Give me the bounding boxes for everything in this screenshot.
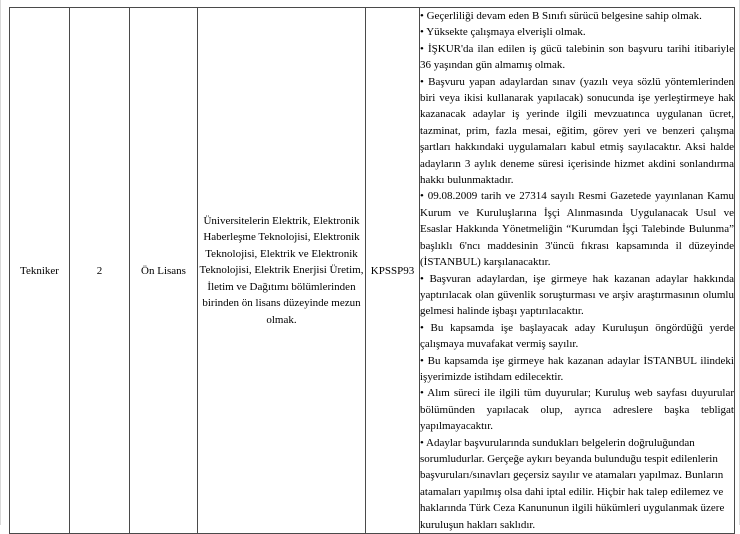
- cell-quantity: 2: [70, 8, 130, 534]
- condition-item: • Adaylar başvurularında sundukları belgelerin doğruluğundan sorumludurlar. Gerçeğe aykırı beyanda bulunduğu tespit edilenlerin başvuruları/sınavları geçersiz sayılır ve atamaları yapılmaz. Bunların atamaları yapılmış olsa dahi iptal edilir. Hiçbir hak talep edilemez ve haklarında Türk Ceza Kanununun ilgili hükümleri uygulanmak üzere kuruluşun hakları saklıdır.: [420, 436, 725, 531]
- cell-conditions: [420, 8, 735, 534]
- condition-item: • Alım süreci ile ilgili tüm duyurular; Kuruluş web sayfası duyurular bölümünden yapılacak olup, ayrıca adreslere başka tebligat yapılmayacaktır.: [420, 387, 734, 433]
- condition-item: • Bu kapsamda işe girmeye hak kazanan adaylar İSTANBUL ilindeki işyerimizde istihdam edilecektir.: [420, 354, 734, 383]
- cell-education-level: Ön Lisans: [130, 8, 198, 534]
- condition-item: • İŞKUR'da ilan edilen iş gücü talebinin son başvuru tarihi itibariyle 36 yaşından gün almamış olmak.: [420, 42, 734, 72]
- condition-item: • Geçerliliği devam eden B Sınıfı sürücü belgesine sahip olmak.: [420, 10, 702, 22]
- table-row: [10, 8, 735, 534]
- condition-item: • Başvuru yapan adaylardan sınav (yazılı veya sözlü yöntemlerinden biri veya ikisi kullanarak yapılacak) sonucunda işe yerleştirmeye hak kazanacak adaylar iş yerinde ilgili mevzuatınca uygulanan ücret, tazminat, prim, fazla mesai, eğitim, görev yeri ve benzeri çalışma şartları hakkındaki uygulamaları kabul etmiş sayılacaktır. Aksi halde adayların 3 aylık deneme süresi içerisinde hizmet akdini sonlandırma hakkı bulunmaktadır.: [420, 75, 734, 187]
- table-body: [10, 8, 735, 534]
- condition-item: • Yüksekte çalışmaya elverişli olmak.: [420, 26, 586, 39]
- cell-departments: Üniversitelerin Elektrik, Elektronik Haberleşme Teknolojisi, Elektronik Teknolojisi, Elektrik ve Elektronik Teknolojisi, Elektrik Enerjisi Üretim, İletim ve Dağıtımı bölümlerinden birinden ön lisans düzeyinde mezun olmak.: [198, 8, 366, 534]
- conditions-list: [420, 8, 734, 533]
- job-posting-table: [9, 7, 735, 534]
- cell-position: Tekniker: [10, 8, 70, 534]
- condition-item: • Başvuran adaylardan, işe girmeye hak kazanan adaylar hakkında yaptırılacak olan güvenlik soruşturması ve arşiv araştırmasının olumlu gelmesi halinde işbaşı yaptırılacaktır.: [420, 272, 734, 318]
- cell-score-code: KPSSP93: [366, 8, 420, 534]
- condition-item: • 09.08.2009 tarih ve 27314 sayılı Resmi Gazetede yayınlanan Kamu Kurum ve Kuruluşlarına İşçi Alınmasında Uygulanacak Usul ve Esaslar Hakkında Yönetmeliğin “Kurumdan İşçi Talebinde Bulunma” başlıklı 6'ncı maddesinin 3'üncü fıkrası kapsamında il düzeyinde (İSTANBUL) karşılanacaktır.: [420, 190, 734, 269]
- condition-item: • Bu kapsamda işe başlayacak aday Kuruluşun öngördüğü yerde çalışmaya muvafakat vermiş sayılır.: [420, 321, 734, 351]
